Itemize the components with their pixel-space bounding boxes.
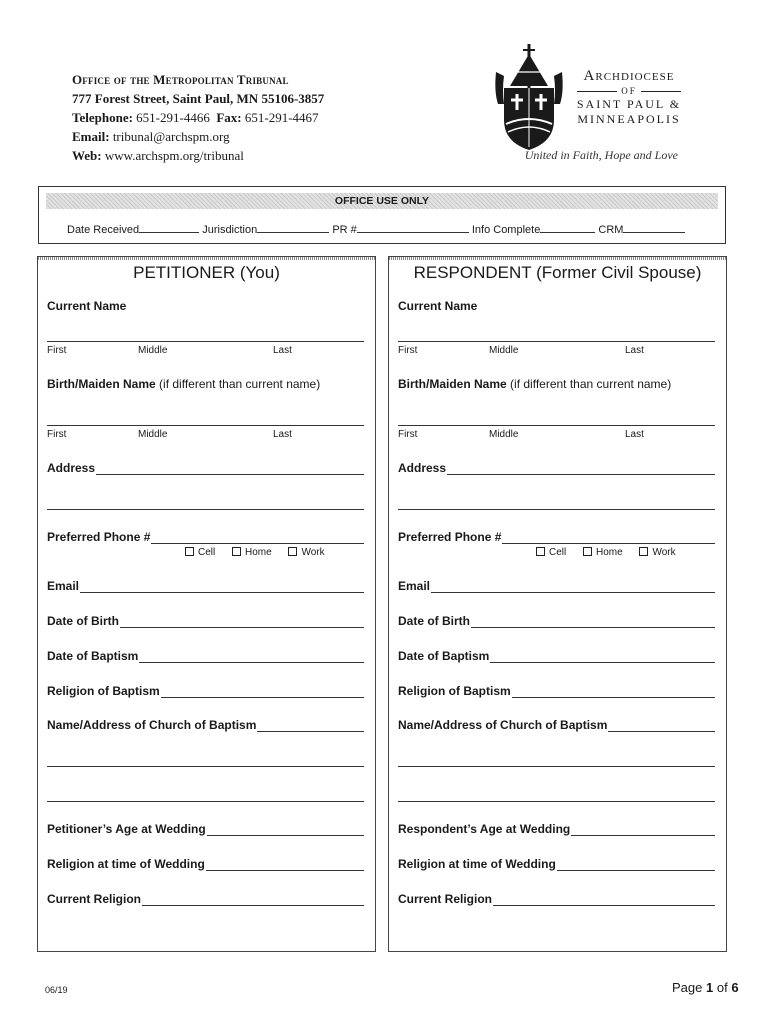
office-title: Office of the Metropolitan Tribunal <box>72 72 289 87</box>
petitioner-dobap-row <box>47 649 364 663</box>
petitioner-church-label: Name/Address of Church of Baptism <box>47 718 257 732</box>
info-complete-label: Info Complete <box>471 224 541 236</box>
motto: United in Faith, Hope and Love <box>524 148 678 162</box>
page-of-label: of <box>716 980 728 995</box>
respondent-current-name-label: Current Name <box>398 299 478 313</box>
respondent-religion-baptism-field[interactable] <box>512 685 715 698</box>
petitioner-religion-baptism-row <box>47 684 364 698</box>
page-number: 1 <box>706 980 714 995</box>
respondent-email-field[interactable] <box>431 580 715 593</box>
petitioner-current-name-label: Current Name <box>47 299 127 313</box>
petitioner-birth-name-field[interactable] <box>47 425 364 426</box>
office-web-line <box>72 146 324 165</box>
petitioner-email-field[interactable] <box>80 580 364 593</box>
respondent-dob-field[interactable] <box>471 615 715 628</box>
petitioner-current-religion-row <box>47 892 364 906</box>
info-complete-field[interactable] <box>540 221 595 233</box>
respondent-first-caption: First <box>398 345 418 356</box>
office-email-line <box>72 127 324 146</box>
respondent-current-religion-field[interactable] <box>493 893 715 906</box>
date-received-field[interactable] <box>139 221 199 233</box>
respondent-middle-caption: Middle <box>489 345 519 356</box>
petitioner-last-caption: Last <box>273 345 292 356</box>
respondent-heading: RESPONDENT (Former Civil Spouse) <box>413 263 702 282</box>
respondent-home-label: Home <box>596 547 623 558</box>
respondent-birth-name-field[interactable] <box>398 425 715 426</box>
wordmark-of: OF <box>621 86 637 96</box>
petitioner-current-religion-field[interactable] <box>142 893 364 906</box>
email-value: tribunal@archspm.org <box>112 129 230 144</box>
petitioner-middle-caption: Middle <box>138 345 168 356</box>
petitioner-religion-baptism-field[interactable] <box>161 685 364 698</box>
of-rule-right <box>641 91 681 92</box>
respondent-birth-name-label <box>398 377 671 391</box>
respondent-birth-first-caption: First <box>398 429 418 440</box>
petitioner-home-option[interactable] <box>232 547 272 558</box>
checkbox-icon[interactable] <box>583 547 592 556</box>
respondent-email-row <box>398 579 715 593</box>
respondent-religion-wedding-label: Religion at time of Wedding <box>398 857 556 871</box>
respondent-church-label: Name/Address of Church of Baptism <box>398 718 608 732</box>
petitioner-age-row <box>47 822 364 836</box>
of-rule-left <box>577 91 617 92</box>
respondent-birth-last-caption: Last <box>625 429 644 440</box>
petitioner-dobap-label: Date of Baptism <box>47 649 139 663</box>
petitioner-age-label: Petitioner’s Age at Wedding <box>47 822 206 836</box>
fax-value: 651-291-4467 <box>244 110 319 125</box>
respondent-church-row <box>398 718 715 732</box>
pr-field[interactable] <box>357 221 469 233</box>
respondent-birth-middle-caption: Middle <box>489 429 519 440</box>
respondent-home-option[interactable] <box>583 547 623 558</box>
jurisdiction-field[interactable] <box>257 221 329 233</box>
respondent-birth-name-text: Birth/Maiden Name <box>398 377 507 391</box>
petitioner-home-label: Home <box>245 547 272 558</box>
petitioner-birth-middle-caption: Middle <box>138 429 168 440</box>
petitioner-dob-field[interactable] <box>120 615 364 628</box>
respondent-work-label: Work <box>652 547 676 558</box>
respondent-birth-name-note: (if different than current name) <box>510 377 672 391</box>
respondent-dob-row <box>398 614 715 628</box>
respondent-cell-label: Cell <box>549 547 567 558</box>
archdiocese-wordmark <box>573 68 685 127</box>
petitioner-address-field[interactable] <box>96 462 364 475</box>
petitioner-dobap-field[interactable] <box>139 650 364 663</box>
respondent-church-line2[interactable] <box>398 766 715 767</box>
petitioner-work-label: Work <box>301 547 325 558</box>
petitioner-address-row <box>47 461 364 475</box>
crm-label: CRM <box>598 224 624 236</box>
fax-label: Fax: <box>216 110 242 125</box>
respondent-dobap-field[interactable] <box>490 650 715 663</box>
petitioner-birth-last-caption: Last <box>273 429 292 440</box>
page-label: Page <box>672 980 703 995</box>
petitioner-address-label: Address <box>47 461 96 475</box>
respondent-religion-wedding-field[interactable] <box>557 858 715 871</box>
petitioner-email-row <box>47 579 364 593</box>
respondent-work-option[interactable] <box>639 547 675 558</box>
telephone-label: Telephone: <box>72 110 133 125</box>
petitioner-phone-field[interactable] <box>151 531 364 544</box>
petitioner-phone-row <box>47 530 364 544</box>
petitioner-dob-label: Date of Birth <box>47 614 119 628</box>
petitioner-phone-types <box>185 547 339 558</box>
petitioner-phone-label: Preferred Phone # <box>47 530 151 544</box>
petitioner-age-field[interactable] <box>207 823 364 836</box>
form-revision-date: 06/19 <box>45 985 68 995</box>
respondent-dobap-row <box>398 649 715 663</box>
respondent-address-field[interactable] <box>447 462 715 475</box>
page-total: 6 <box>731 980 739 995</box>
petitioner-religion-wedding-field[interactable] <box>206 858 364 871</box>
petitioner-cell-option[interactable] <box>185 547 215 558</box>
respondent-last-caption: Last <box>625 345 644 356</box>
petitioner-address-line2[interactable] <box>47 509 364 510</box>
office-address: 777 Forest Street, Saint Paul, MN 55106-3857 <box>72 91 325 106</box>
checkbox-icon[interactable] <box>536 547 545 556</box>
office-phone-line <box>72 108 324 127</box>
page-indicator <box>672 980 739 995</box>
petitioner-dob-row <box>47 614 364 628</box>
respondent-address-label: Address <box>398 461 447 475</box>
checkbox-icon[interactable] <box>185 547 194 556</box>
petitioner-work-option[interactable] <box>288 547 324 558</box>
petitioner-current-name-field[interactable] <box>47 341 364 342</box>
petitioner-church-field[interactable] <box>257 719 364 732</box>
petitioner-religion-wedding-label: Religion at time of Wedding <box>47 857 205 871</box>
respondent-section <box>388 256 727 952</box>
petitioner-religion-baptism-label: Religion of Baptism <box>47 684 160 698</box>
respondent-religion-baptism-row <box>398 684 715 698</box>
respondent-email-label: Email <box>398 579 431 593</box>
petitioner-current-religion-label: Current Religion <box>47 892 142 906</box>
respondent-church-line3[interactable] <box>398 801 715 802</box>
respondent-address-row <box>398 461 715 475</box>
petitioner-birth-name-label <box>47 377 320 391</box>
office-use-fields <box>67 221 685 236</box>
wordmark-saint-paul: SAINT PAUL & <box>576 97 682 111</box>
petitioner-email-label: Email <box>47 579 80 593</box>
respondent-cell-option[interactable] <box>536 547 566 558</box>
respondent-current-religion-row <box>398 892 715 906</box>
crm-field[interactable] <box>623 221 685 233</box>
petitioner-heading: PETITIONER (You) <box>133 263 280 282</box>
jurisdiction-label: Jurisdiction <box>202 224 258 236</box>
petitioner-religion-wedding-row <box>47 857 364 871</box>
petitioner-birth-name-text: Birth/Maiden Name <box>47 377 156 391</box>
petitioner-section <box>37 256 376 952</box>
petitioner-first-caption: First <box>47 345 67 356</box>
office-use-box <box>38 186 726 244</box>
petitioner-birth-first-caption: First <box>47 429 67 440</box>
pr-label: PR # <box>332 224 357 236</box>
respondent-phone-label: Preferred Phone # <box>398 530 502 544</box>
respondent-age-label: Respondent’s Age at Wedding <box>398 822 571 836</box>
tribunal-contact-block <box>72 70 324 165</box>
checkbox-icon[interactable] <box>639 547 648 556</box>
web-label: Web: <box>72 148 102 163</box>
petitioner-church-line2[interactable] <box>47 766 364 767</box>
archdiocese-logo <box>490 42 700 172</box>
date-received-label: Date Received <box>67 224 140 236</box>
petitioner-church-line3[interactable] <box>47 801 364 802</box>
petitioner-church-row <box>47 718 364 732</box>
respondent-phone-field[interactable] <box>502 531 715 544</box>
respondent-address-line2[interactable] <box>398 509 715 510</box>
web-value: www.archspm.org/tribunal <box>104 148 244 163</box>
respondent-phone-row <box>398 530 715 544</box>
respondent-phone-types <box>536 547 690 558</box>
respondent-age-row <box>398 822 715 836</box>
petitioner-birth-name-note: (if different than current name) <box>159 377 321 391</box>
wordmark-of-row <box>573 86 685 96</box>
respondent-dobap-label: Date of Baptism <box>398 649 490 663</box>
office-use-banner: OFFICE USE ONLY <box>46 193 718 209</box>
petitioner-cell-label: Cell <box>198 547 216 558</box>
respondent-current-name-field[interactable] <box>398 341 715 342</box>
wordmark-minneapolis: MINNEAPOLIS <box>577 112 681 126</box>
respondent-age-field[interactable] <box>571 823 715 836</box>
checkbox-icon[interactable] <box>288 547 297 556</box>
crest-icon <box>490 42 568 154</box>
respondent-religion-baptism-label: Religion of Baptism <box>398 684 511 698</box>
email-label: Email: <box>72 129 110 144</box>
respondent-religion-wedding-row <box>398 857 715 871</box>
respondent-current-religion-label: Current Religion <box>398 892 493 906</box>
wordmark-archdiocese: Archdiocese <box>583 68 675 84</box>
respondent-dob-label: Date of Birth <box>398 614 470 628</box>
telephone-value: 651-291-4466 <box>136 110 210 125</box>
checkbox-icon[interactable] <box>232 547 241 556</box>
respondent-church-field[interactable] <box>608 719 715 732</box>
